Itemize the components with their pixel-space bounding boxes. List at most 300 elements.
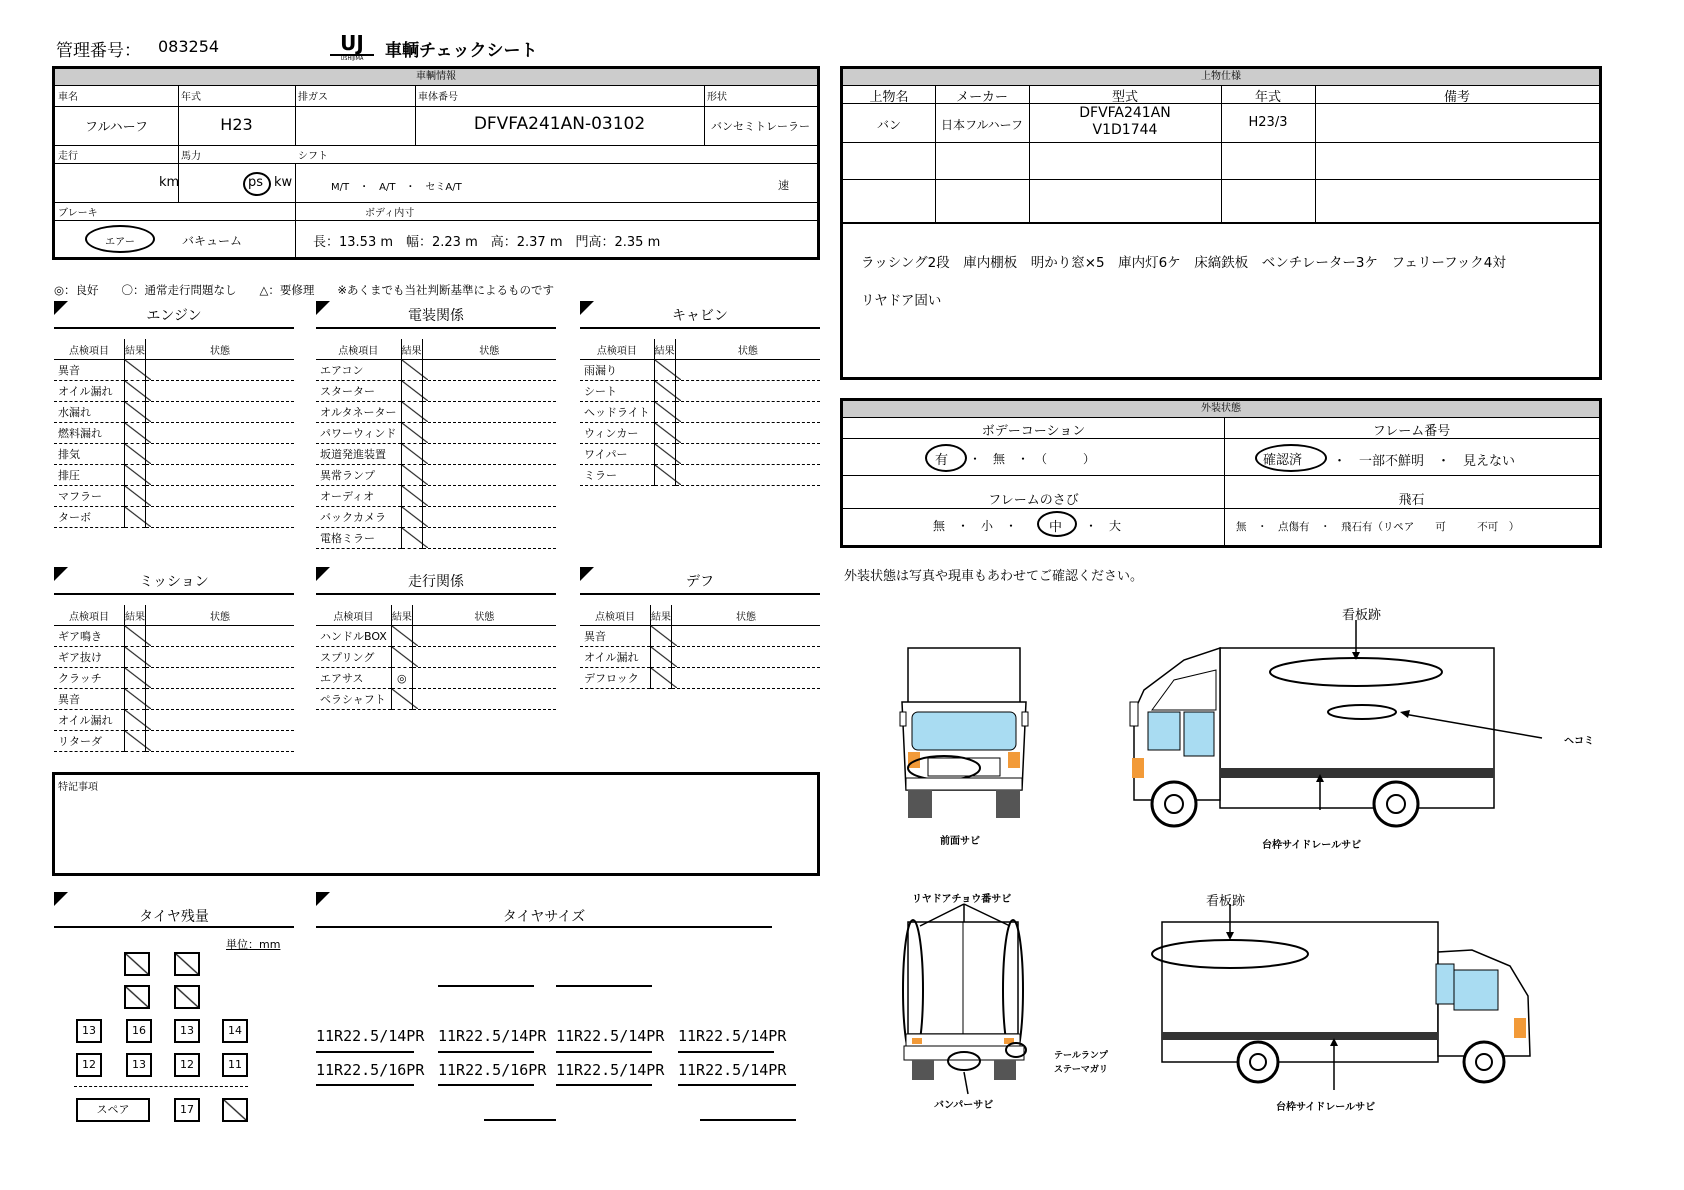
- check-item-label: ペラシャフト: [316, 689, 391, 710]
- tire-remain-value: 13: [126, 1053, 152, 1077]
- upper-maker-value: 日本フルハーフ: [940, 118, 1024, 132]
- label-exhaust: 排ガス: [298, 92, 328, 103]
- frame-rust-options: 無 ・ 小 ・: [933, 519, 1018, 533]
- check-state-cell[interactable]: [422, 465, 556, 486]
- upper-col-maker: メーカー: [956, 90, 1008, 105]
- slash-mark-icon: [655, 444, 681, 464]
- remarks-label: 特記事項: [58, 782, 98, 793]
- check-result-cell[interactable]: [125, 731, 146, 752]
- tire-remain-title: タイヤ残量: [54, 906, 294, 928]
- slash-mark-icon: [402, 507, 428, 527]
- remarks-box[interactable]: [52, 772, 820, 876]
- slash-mark-icon: [651, 668, 677, 688]
- check-row: [54, 423, 294, 444]
- chassis-number-value: DFVFA241AN-03102: [473, 114, 646, 134]
- check-result-cell[interactable]: [391, 668, 412, 689]
- col-header-item: 点検項目: [580, 605, 651, 626]
- check-item-label: 異音: [54, 360, 125, 381]
- check-state-cell[interactable]: [412, 689, 556, 710]
- check-item-label: 異音: [54, 689, 125, 710]
- check-item-label: スプリング: [316, 647, 391, 668]
- check-row: [54, 402, 294, 423]
- check-result-cell[interactable]: [125, 360, 146, 381]
- slash-mark-icon: [125, 381, 151, 401]
- truck-side-view-right: [1154, 904, 1544, 1094]
- check-state-cell[interactable]: [422, 360, 556, 381]
- slash-mark-icon: [655, 381, 681, 401]
- col-header-result: 結果: [391, 605, 412, 626]
- slash-mark-icon: [651, 647, 677, 667]
- slash-mark-icon: [125, 731, 151, 751]
- col-header-state: 状態: [672, 605, 821, 626]
- upper-remarks-line1: ラッシング2段 庫内棚板 明かり窓×5 庫内灯6ケ 床縞鉄板 ベンチレーター3ケ フェリーフック4対: [861, 255, 1506, 271]
- tire-remain-value: 12: [76, 1053, 102, 1077]
- check-item-label: ワイパー: [580, 444, 654, 465]
- check-row: [316, 486, 556, 507]
- tire-size-value: 11R22.5/14PR: [438, 1027, 547, 1045]
- col-header-item: 点検項目: [316, 605, 391, 626]
- cabin-title: キャビン: [580, 305, 820, 329]
- label-mileage: 走行: [58, 151, 78, 162]
- car-name-value: フルハーフ: [85, 120, 148, 135]
- upper-col-note: 備考: [1443, 90, 1470, 105]
- check-state-cell[interactable]: [146, 381, 295, 402]
- check-item-label: マフラー: [54, 486, 125, 507]
- label-car-name: 車名: [58, 92, 78, 103]
- slash-mark-icon: [402, 402, 428, 422]
- mission-title: ミッション: [54, 571, 294, 595]
- check-state-cell[interactable]: [672, 647, 821, 668]
- tire-box-empty: [222, 1098, 248, 1122]
- col-header-state: 状態: [146, 339, 295, 360]
- col-header-result: 結果: [125, 605, 146, 626]
- check-state-cell[interactable]: [146, 423, 295, 444]
- frame-rust-label: フレームのさび: [988, 493, 1079, 508]
- check-result-cell[interactable]: [401, 360, 422, 381]
- slash-mark-icon: [125, 360, 151, 380]
- check-item-label: エアサス: [316, 668, 391, 689]
- check-state-cell[interactable]: [146, 731, 295, 752]
- check-row: [54, 710, 294, 731]
- tire-size-value: 11R22.5/14PR: [678, 1027, 787, 1045]
- col-header-item: 点検項目: [316, 339, 401, 360]
- slash-mark-icon: [392, 689, 418, 709]
- spare-label: スペア: [76, 1098, 150, 1122]
- bumper-rust-label: バンパーサビ: [934, 1100, 994, 1111]
- check-result-cell[interactable]: [401, 486, 422, 507]
- check-row: [316, 360, 556, 381]
- check-result-cell[interactable]: [654, 465, 675, 486]
- check-row: [316, 381, 556, 402]
- check-item-label: リターダ: [54, 731, 125, 752]
- truck-side-view-left: [1104, 620, 1504, 840]
- check-row: [580, 381, 820, 402]
- check-result-cell[interactable]: [125, 486, 146, 507]
- tire-remain-value: 12: [174, 1053, 200, 1077]
- slash-mark-icon: [125, 710, 151, 730]
- tail-lamp-label-2: ステーマガリ: [1054, 1065, 1108, 1075]
- check-result-cell[interactable]: [125, 381, 146, 402]
- check-result-cell[interactable]: [654, 444, 675, 465]
- check-result-cell[interactable]: [651, 647, 672, 668]
- check-state-cell[interactable]: [412, 647, 556, 668]
- exterior-header: 外装状態: [843, 401, 1599, 418]
- check-state-cell[interactable]: [412, 668, 556, 689]
- check-row: [316, 647, 556, 668]
- slash-mark-icon: [125, 402, 151, 422]
- check-row: [316, 465, 556, 486]
- check-item-label: オーディオ: [316, 486, 401, 507]
- brake-air: エアー: [105, 237, 135, 248]
- check-state-cell[interactable]: [146, 668, 295, 689]
- slash-mark-icon: [402, 423, 428, 443]
- label-year: 年式: [181, 92, 201, 103]
- slash-mark-icon: [125, 465, 151, 485]
- check-result-cell[interactable]: [401, 423, 422, 444]
- upper-col-name: 上物名: [869, 90, 909, 105]
- check-result-cell[interactable]: [654, 423, 675, 444]
- check-row: [316, 668, 556, 689]
- check-item-label: エアコン: [316, 360, 401, 381]
- check-item-label: ハンドルBOX: [316, 626, 391, 647]
- stone-chip-options: 無 ・ 点傷有 ・ 飛石有（リペア 可 不可 ）: [1236, 521, 1520, 533]
- check-item-label: 水漏れ: [54, 402, 125, 423]
- check-state-cell[interactable]: [675, 360, 820, 381]
- slash-mark-icon: [125, 423, 151, 443]
- frame-rust-medium: 中: [1049, 520, 1063, 535]
- check-row: [54, 668, 294, 689]
- tire-remain-unit: 単位：mm: [226, 938, 281, 951]
- kw-unit: kw: [274, 175, 293, 190]
- tire-size-value: 11R22.5/16PR: [438, 1061, 547, 1079]
- label-body-dimensions: ボディ内寸: [365, 208, 415, 219]
- side-rail-rust-label-top: 台枠サイドレールサビ: [1262, 840, 1362, 851]
- check-result-cell[interactable]: [401, 465, 422, 486]
- col-header-item: 点検項目: [54, 605, 125, 626]
- check-state-cell[interactable]: [146, 360, 295, 381]
- legend: ◎：良好 〇：通常走行問題なし △：要修理 ※あくまでも当社判断基準によるものです: [54, 283, 555, 297]
- slash-mark-icon: [402, 528, 428, 548]
- check-item-label: 排気: [54, 444, 125, 465]
- check-state-cell[interactable]: [675, 465, 820, 486]
- slash-mark-icon: [392, 626, 418, 646]
- check-row: [316, 402, 556, 423]
- dent-label: ヘコミ: [1564, 736, 1594, 747]
- front-rust-label: 前面サビ: [940, 836, 980, 847]
- check-state-cell[interactable]: [675, 381, 820, 402]
- slash-mark-icon: [655, 402, 681, 422]
- frame-number-label: フレーム番号: [1372, 424, 1451, 439]
- slash-mark-icon: [125, 486, 151, 506]
- check-item-label: オルタネーター: [316, 402, 401, 423]
- check-state-cell[interactable]: [422, 402, 556, 423]
- upper-model-line2: V1D1744: [1092, 122, 1158, 138]
- col-header-item: 点検項目: [54, 339, 125, 360]
- col-header-result: 結果: [651, 605, 672, 626]
- upper-model-line1: DFVFA241AN: [1079, 105, 1171, 121]
- slash-mark-icon: [655, 360, 681, 380]
- check-row: [580, 444, 820, 465]
- tire-box-empty: [124, 952, 150, 976]
- check-result-cell[interactable]: [654, 402, 675, 423]
- label-shape: 形状: [707, 92, 727, 103]
- tire-size-value: 11R22.5/16PR: [316, 1061, 425, 1079]
- check-state-cell[interactable]: [672, 626, 821, 647]
- diff-title: デフ: [580, 571, 820, 595]
- check-item-label: パワーウィンド: [316, 423, 401, 444]
- tire-size-value: 11R22.5/14PR: [316, 1027, 425, 1045]
- check-row: [580, 626, 820, 647]
- check-state-cell[interactable]: [675, 402, 820, 423]
- check-state-cell[interactable]: [422, 381, 556, 402]
- check-row: [54, 507, 294, 528]
- check-result-cell[interactable]: [125, 402, 146, 423]
- check-row: [54, 626, 294, 647]
- check-result-cell[interactable]: [125, 668, 146, 689]
- check-row: [580, 402, 820, 423]
- check-result-mark: ◎: [397, 671, 407, 685]
- check-state-cell[interactable]: [146, 486, 295, 507]
- slash-mark-icon: [125, 689, 151, 709]
- rear-hinge-rust-label: リヤドアチョウ番サビ: [912, 894, 1012, 905]
- check-item-label: スターター: [316, 381, 401, 402]
- slash-mark-icon: [651, 626, 677, 646]
- slash-mark-icon: [655, 423, 681, 443]
- body-coat-options: ・ 無 ・ （ ）: [969, 452, 1096, 466]
- tire-remain-value: 13: [76, 1019, 102, 1043]
- exterior-note: 外装状態は写真や現車もあわせてご確認ください。: [844, 569, 1144, 584]
- check-row: [54, 731, 294, 752]
- triangle-marker-icon: [54, 892, 68, 906]
- check-state-cell[interactable]: [412, 626, 556, 647]
- tire-size-value: 11R22.5/14PR: [678, 1061, 787, 1079]
- electric-title: 電装関係: [316, 305, 556, 329]
- check-item-label: 排圧: [54, 465, 125, 486]
- ps-unit: ps: [248, 175, 264, 190]
- check-state-cell[interactable]: [146, 465, 295, 486]
- triangle-marker-icon: [316, 892, 330, 906]
- check-item-label: オイル漏れ: [54, 381, 125, 402]
- check-state-cell[interactable]: [146, 626, 295, 647]
- check-result-cell[interactable]: [401, 402, 422, 423]
- check-state-cell[interactable]: [146, 402, 295, 423]
- col-header-item: 点検項目: [580, 339, 654, 360]
- tire-box-empty: [174, 952, 200, 976]
- check-row: [580, 668, 820, 689]
- check-row: [316, 444, 556, 465]
- engine-title: エンジン: [54, 305, 294, 329]
- check-row: [54, 486, 294, 507]
- check-state-cell[interactable]: [675, 444, 820, 465]
- check-row: [580, 360, 820, 381]
- check-result-cell[interactable]: [125, 689, 146, 710]
- shape-value: バンセミトレーラー: [711, 120, 810, 133]
- check-row: [316, 507, 556, 528]
- drive-title: 走行関係: [316, 571, 556, 595]
- check-result-cell[interactable]: [401, 528, 422, 549]
- stone-chip-label: 飛石: [1398, 493, 1425, 508]
- tire-box-empty: [124, 985, 150, 1009]
- check-row: [580, 647, 820, 668]
- slash-mark-icon: [125, 507, 151, 527]
- check-item-label: オイル漏れ: [54, 710, 125, 731]
- exterior-box: [840, 398, 1602, 548]
- tire-size-value: 11R22.5/14PR: [556, 1061, 665, 1079]
- body-coat-yes: 有: [935, 453, 949, 468]
- check-item-label: ウィンカー: [580, 423, 654, 444]
- kanban-trace-label-bottom: 看板跡: [1206, 894, 1246, 909]
- upper-name-value: バン: [876, 118, 901, 132]
- check-result-cell[interactable]: [391, 626, 412, 647]
- slash-mark-icon: [402, 444, 428, 464]
- check-row: [54, 444, 294, 465]
- check-result-cell[interactable]: [125, 444, 146, 465]
- label-chassis: 車体番号: [418, 92, 458, 103]
- check-row: [54, 647, 294, 668]
- check-row: [316, 528, 556, 549]
- slash-mark-icon: [125, 444, 151, 464]
- check-result-cell[interactable]: [401, 507, 422, 528]
- check-item-label: ミラー: [580, 465, 654, 486]
- check-row: [54, 381, 294, 402]
- check-state-cell[interactable]: [422, 444, 556, 465]
- check-result-cell[interactable]: [125, 626, 146, 647]
- slash-mark-icon: [402, 465, 428, 485]
- check-item-label: ギア抜け: [54, 647, 125, 668]
- col-header-result: 結果: [401, 339, 422, 360]
- tire-remain-value: 11: [222, 1053, 248, 1077]
- check-result-cell[interactable]: [391, 689, 412, 710]
- check-result-cell[interactable]: [651, 626, 672, 647]
- tire-remain-value: 16: [126, 1019, 152, 1043]
- slash-mark-icon: [402, 360, 428, 380]
- check-row: [316, 689, 556, 710]
- kanban-trace-label-top: 看板跡: [1342, 608, 1382, 623]
- tire-size-title: タイヤサイズ: [316, 906, 772, 928]
- truck-rear-view: [898, 904, 1032, 1094]
- check-result-cell[interactable]: [654, 360, 675, 381]
- upper-spec-box: [840, 66, 1602, 380]
- check-state-cell[interactable]: [422, 423, 556, 444]
- check-item-label: 坂道発進装置: [316, 444, 401, 465]
- check-state-cell[interactable]: [146, 689, 295, 710]
- slash-mark-icon: [392, 647, 418, 667]
- year-value: H23: [220, 115, 253, 134]
- col-header-state: 状態: [675, 339, 820, 360]
- check-result-cell[interactable]: [125, 507, 146, 528]
- slash-mark-icon: [402, 381, 428, 401]
- check-row: [54, 360, 294, 381]
- check-result-cell[interactable]: [125, 465, 146, 486]
- check-result-cell[interactable]: [391, 647, 412, 668]
- check-item-label: オイル漏れ: [580, 647, 651, 668]
- upper-col-model: 型式: [1111, 90, 1138, 105]
- check-state-cell[interactable]: [146, 647, 295, 668]
- tire-size-value: 11R22.5/14PR: [556, 1027, 665, 1045]
- tire-remain-value: 13: [174, 1019, 200, 1043]
- check-state-cell[interactable]: [146, 507, 295, 528]
- check-result-cell[interactable]: [401, 444, 422, 465]
- check-state-cell[interactable]: [672, 668, 821, 689]
- label-brake: ブレーキ: [58, 208, 98, 219]
- check-item-label: デフロック: [580, 668, 651, 689]
- check-state-cell[interactable]: [146, 444, 295, 465]
- check-result-cell[interactable]: [651, 668, 672, 689]
- check-state-cell[interactable]: [146, 710, 295, 731]
- check-row: [316, 626, 556, 647]
- upper-col-year: 年式: [1254, 90, 1281, 105]
- upper-year-value: H23/3: [1248, 115, 1288, 130]
- check-item-label: ギア鳴き: [54, 626, 125, 647]
- shift-options: M/T ・ A/T ・ セミA/T: [331, 182, 462, 193]
- col-header-state: 状態: [422, 339, 556, 360]
- check-result-cell[interactable]: [654, 381, 675, 402]
- check-item-label: クラッチ: [54, 668, 125, 689]
- slash-mark-icon: [402, 486, 428, 506]
- check-result-cell[interactable]: [401, 381, 422, 402]
- vehicle-info-box: [52, 66, 820, 260]
- check-item-label: 雨漏り: [580, 360, 654, 381]
- slash-mark-icon: [655, 465, 681, 485]
- slash-mark-icon: [125, 668, 151, 688]
- tire-box-empty: [174, 985, 200, 1009]
- col-header-result: 結果: [654, 339, 675, 360]
- frame-number-confirmed: 確認済: [1263, 453, 1303, 468]
- tire-remain-value: 14: [222, 1019, 248, 1043]
- label-horsepower: 馬力: [181, 151, 201, 162]
- check-item-label: 燃料漏れ: [54, 423, 125, 444]
- check-result-cell[interactable]: [125, 710, 146, 731]
- tail-lamp-label-1: テールランプ: [1054, 1051, 1108, 1061]
- km-unit: km: [159, 175, 180, 190]
- company-logo: UJ USHIJIMA: [330, 32, 374, 62]
- frame-rust-large: ・ 大: [1085, 519, 1122, 533]
- col-header-result: 結果: [125, 339, 146, 360]
- body-coat-label: ボデーコーション: [981, 424, 1086, 439]
- body-dimensions-value: 長：13.53 m 幅：2.23 m 高：2.37 m 門高：2.35 m: [313, 235, 661, 250]
- check-row: [54, 689, 294, 710]
- label-shift: シフト: [298, 151, 328, 162]
- check-item-label: バックカメラ: [316, 507, 401, 528]
- check-item-label: 電格ミラー: [316, 528, 401, 549]
- sheet-title: 車輌チェックシート: [385, 41, 538, 61]
- check-state-cell[interactable]: [422, 528, 556, 549]
- check-item-label: 異音: [580, 626, 651, 647]
- slash-mark-icon: [125, 647, 151, 667]
- check-state-cell[interactable]: [422, 486, 556, 507]
- spare-value: 17: [174, 1098, 200, 1122]
- shift-speed-label: 速: [778, 179, 789, 192]
- check-row: [580, 423, 820, 444]
- check-row: [54, 465, 294, 486]
- check-item-label: シート: [580, 381, 654, 402]
- check-row: [580, 465, 820, 486]
- side-rail-rust-label-bottom: 台枠サイドレールサビ: [1276, 1102, 1376, 1113]
- check-item-label: ターボ: [54, 507, 125, 528]
- col-header-state: 状態: [146, 605, 295, 626]
- management-label: 管理番号：: [56, 41, 141, 61]
- check-state-cell[interactable]: [675, 423, 820, 444]
- col-header-state: 状態: [412, 605, 556, 626]
- slash-mark-icon: [125, 626, 151, 646]
- check-result-cell[interactable]: [125, 647, 146, 668]
- check-state-cell[interactable]: [422, 507, 556, 528]
- truck-front-view: [898, 640, 1030, 826]
- management-number: 083254: [158, 37, 220, 56]
- check-result-cell[interactable]: [125, 423, 146, 444]
- upper-spec-header: 上物仕様: [843, 69, 1599, 86]
- frame-number-options: ・ 一部不鮮明 ・ 見えない: [1333, 454, 1516, 469]
